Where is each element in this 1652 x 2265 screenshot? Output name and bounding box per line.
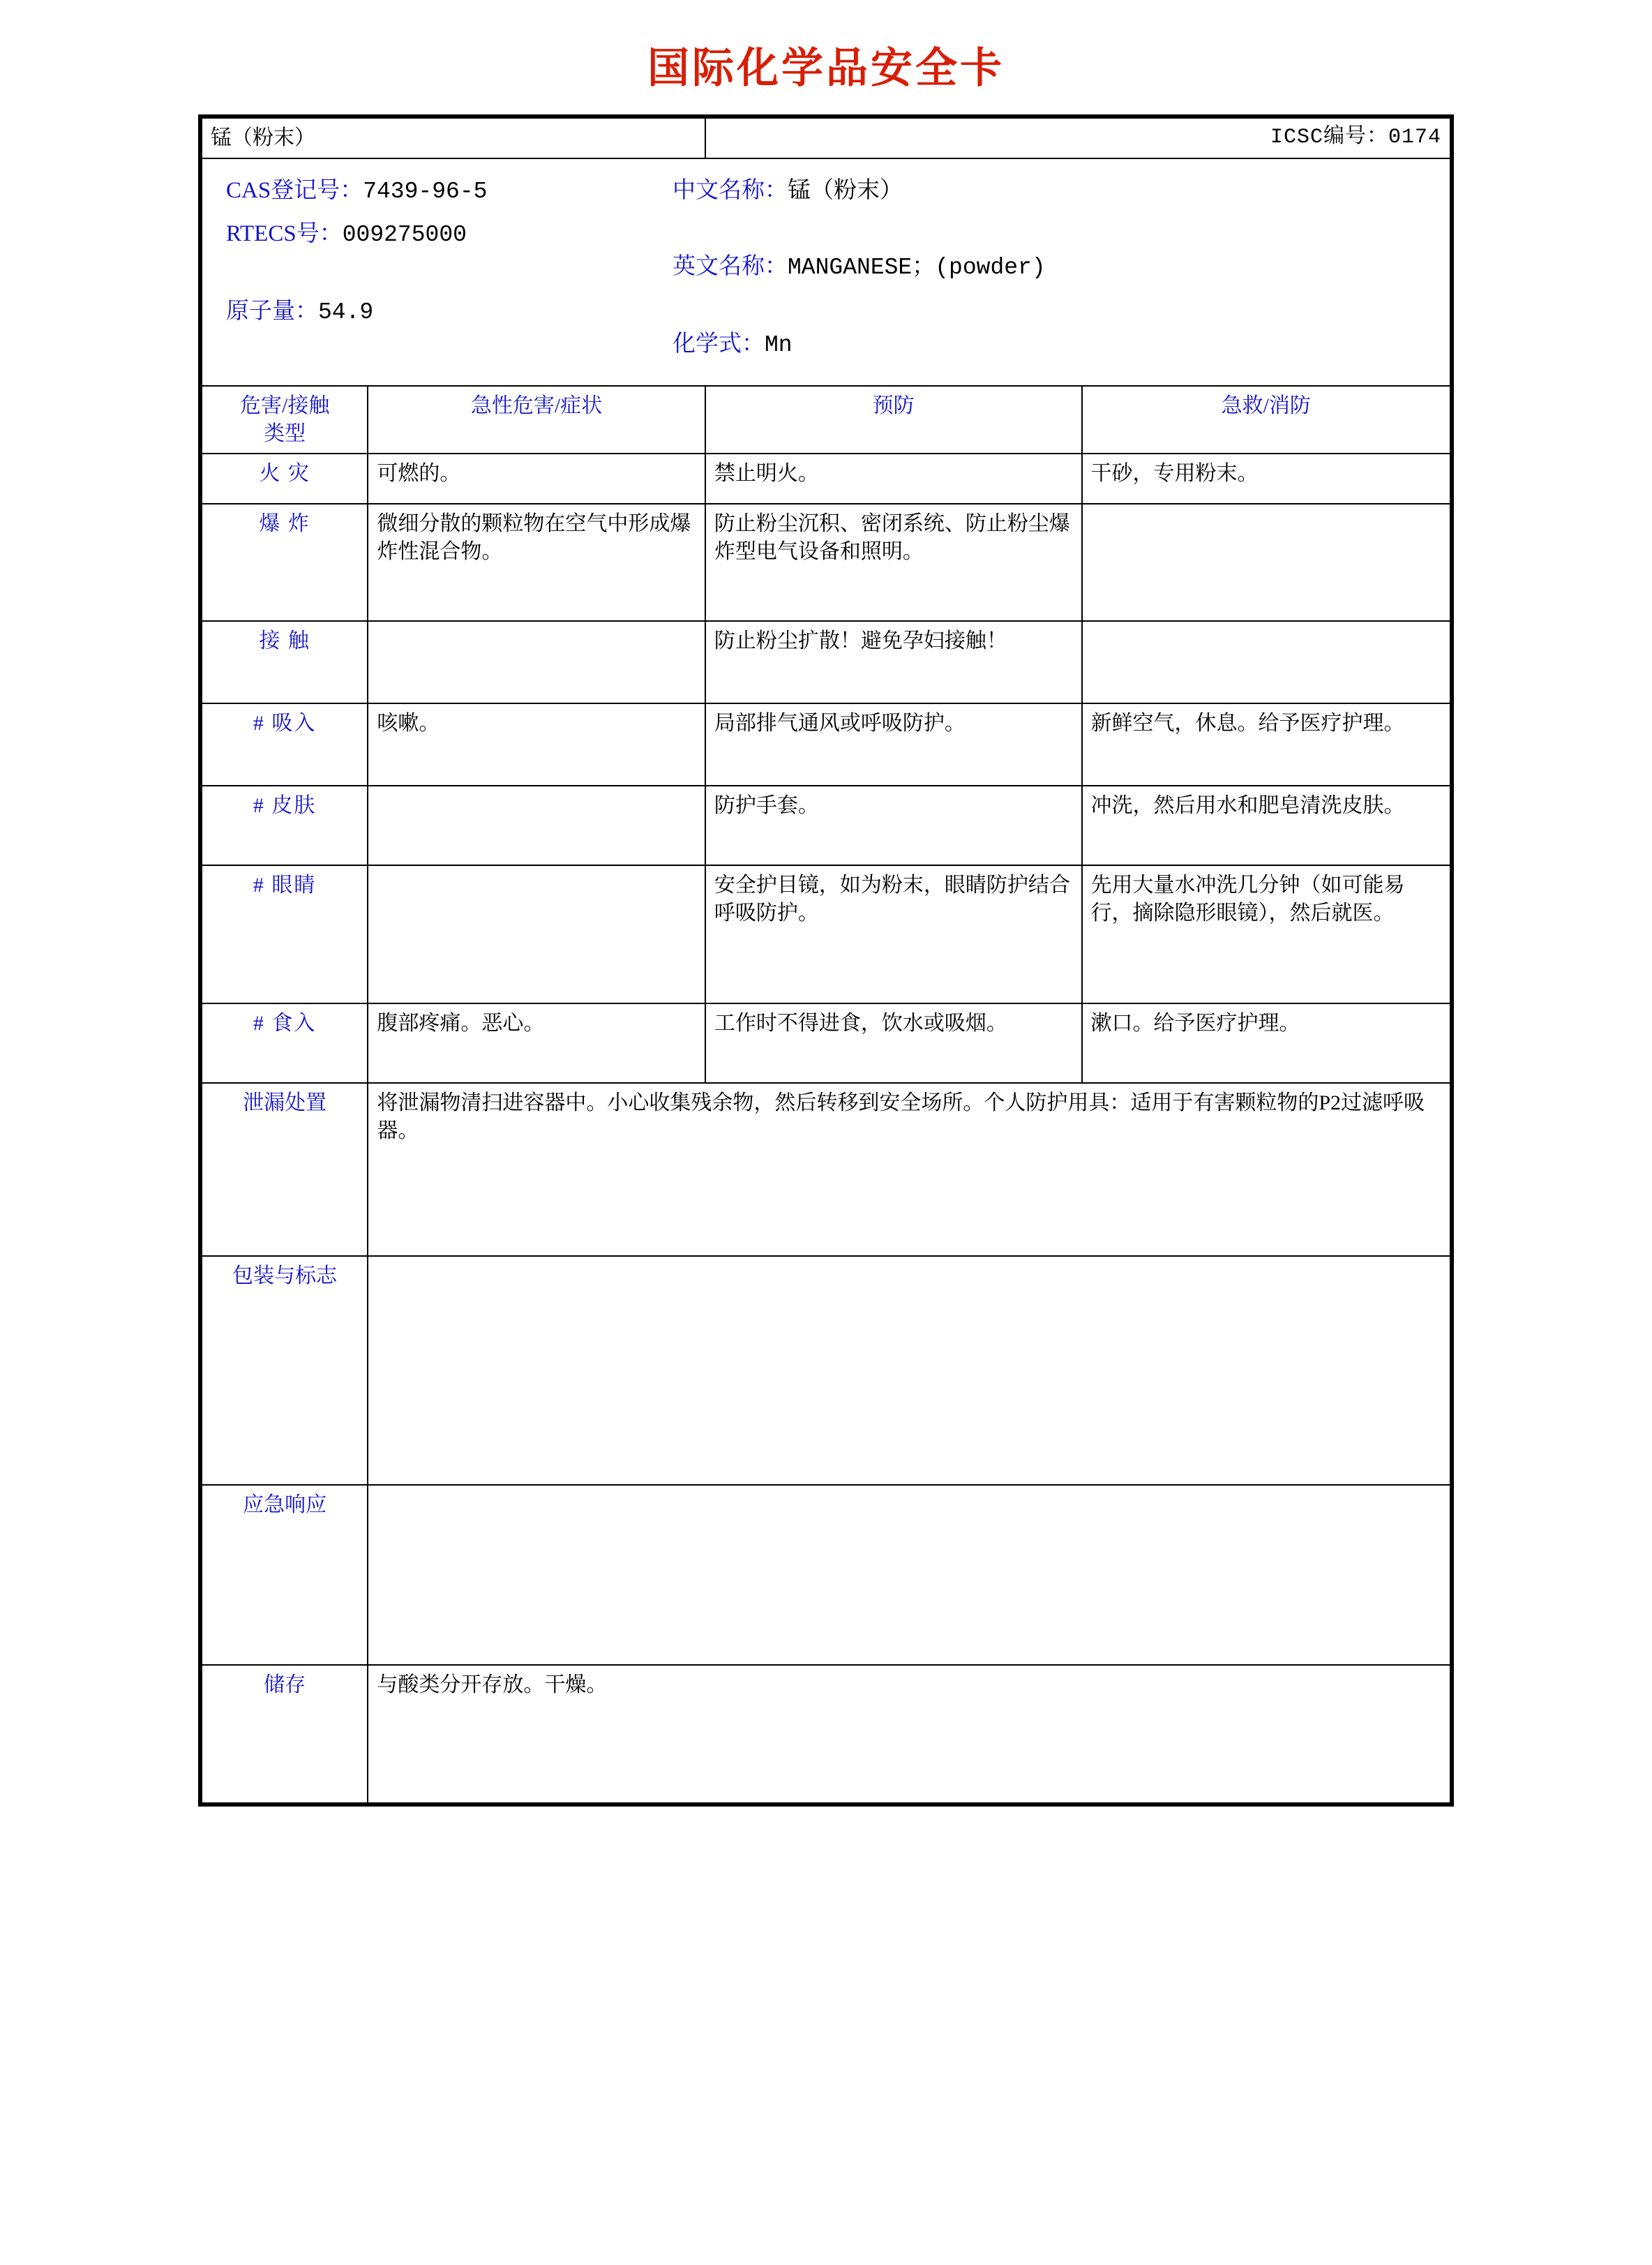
section-label-spillage: 泄漏处置: [202, 1083, 368, 1256]
column-header-type: [202, 386, 368, 454]
cell-explosion-symptoms: 微细分散的颗粒物在空气中形成爆炸性混合物。: [368, 504, 705, 621]
formula-label: 化学式：: [673, 331, 765, 357]
card-header-row: [202, 118, 1450, 158]
row-label-explosion: 爆 炸: [202, 504, 368, 621]
cell-exposure-firstaid: [1082, 621, 1450, 703]
cell-skin-firstaid: 冲洗，然后用水和肥皂清洗皮肤。: [1082, 786, 1450, 865]
cell-ingestion-symptoms: 腹部疼痛。恶心。: [368, 1003, 705, 1083]
table-row: [202, 1003, 1450, 1083]
formula-value: Mn: [765, 331, 793, 358]
column-header-type-line1: 危害/接触: [240, 394, 330, 418]
column-header-type-line2: 类型: [264, 421, 306, 445]
table-row: [202, 786, 1450, 865]
cn-name-line: [673, 176, 1426, 207]
row-label-eyes: # 眼睛: [202, 865, 368, 1003]
section-label-storage: 储存: [202, 1665, 368, 1803]
icsc-card: [198, 114, 1454, 1807]
table-row: [202, 703, 1450, 786]
rtecs-label: RTECS号：: [226, 221, 343, 247]
icsc-table: [201, 117, 1451, 1804]
cell-eyes-prevention: 安全护目镜，如为粉末，眼睛防护结合呼吸防护。: [705, 865, 1082, 1003]
table-row: [202, 454, 1450, 504]
rtecs-line: [226, 219, 673, 251]
en-name-label: 英文名称：: [673, 254, 788, 280]
cas-label: CAS登记号：: [226, 177, 363, 203]
cas-line: [226, 176, 673, 207]
identification-cell: [202, 158, 1450, 387]
cn-name-label: 中文名称：: [673, 177, 788, 203]
section-label-emergency: 应急响应: [202, 1485, 368, 1665]
cell-ingestion-prevention: 工作时不得进食，饮水或吸烟。: [705, 1003, 1082, 1083]
cell-fire-symptoms: 可燃的。: [368, 454, 705, 504]
row-label-fire: 火 灾: [202, 454, 368, 504]
substance-name: 锰（粉末）: [202, 118, 705, 158]
icsc-label: ICSC编号：: [1270, 126, 1388, 149]
atomic-weight-line: [226, 297, 673, 328]
page-title: 国际化学品安全卡: [647, 45, 1005, 91]
column-header-symptoms: 急性危害/症状: [368, 386, 705, 454]
section-row: [202, 1485, 1450, 1665]
section-content-emergency: [368, 1485, 1450, 1665]
table-row: [202, 504, 1450, 621]
column-header-firstaid: 急救/消防: [1082, 386, 1450, 454]
cas-value: 7439-96-5: [363, 178, 488, 204]
identification-right: [673, 176, 1426, 373]
formula-line: [673, 329, 1426, 361]
section-label-packaging: 包装与标志: [202, 1256, 368, 1485]
cell-eyes-firstaid: 先用大量水冲洗几分钟（如可能易行，摘除隐形眼镜），然后就医。: [1082, 865, 1450, 1003]
identification-row: [202, 158, 1450, 387]
cell-inhalation-prevention: 局部排气通风或呼吸防护。: [705, 703, 1082, 786]
table-row: [202, 865, 1450, 1003]
icsc-number-cell: [705, 118, 1450, 158]
cell-skin-prevention: 防护手套。: [705, 786, 1082, 865]
column-header-prevention: 预防: [705, 386, 1082, 454]
icsc-number: 0174: [1388, 126, 1441, 149]
section-row: [202, 1083, 1450, 1256]
section-row: [202, 1256, 1450, 1485]
section-row: [202, 1665, 1450, 1803]
cell-inhalation-firstaid: 新鲜空气，休息。给予医疗护理。: [1082, 703, 1450, 786]
section-content-packaging: [368, 1256, 1450, 1485]
row-label-skin: # 皮肤: [202, 786, 368, 865]
identification-left: [226, 176, 673, 373]
rtecs-value: 009275000: [342, 222, 467, 248]
row-label-inhalation: # 吸入: [202, 703, 368, 786]
cell-fire-firstaid: 干砂，专用粉末。: [1082, 454, 1450, 504]
hazard-table-header: [202, 386, 1450, 454]
cell-explosion-prevention: 防止粉尘沉积、密闭系统、防止粉尘爆炸型电气设备和照明。: [705, 504, 1082, 621]
row-label-ingestion: # 食入: [202, 1003, 368, 1083]
cell-exposure-symptoms: [368, 621, 705, 703]
cell-exposure-prevention: 防止粉尘扩散！避免孕妇接触！: [705, 621, 1082, 703]
page: [0, 35, 1652, 2265]
cell-explosion-firstaid: [1082, 504, 1450, 621]
cell-ingestion-firstaid: 漱口。给予医疗护理。: [1082, 1003, 1450, 1083]
cell-inhalation-symptoms: 咳嗽。: [368, 703, 705, 786]
cell-fire-prevention: 禁止明火。: [705, 454, 1082, 504]
section-content-spillage: 将泄漏物清扫进容器中。小心收集残余物，然后转移到安全场所。个人防护用具：适用于有害颗粒物的P2过滤呼吸器。: [368, 1083, 1450, 1256]
section-content-storage: 与酸类分开存放。干燥。: [368, 1665, 1450, 1803]
atomic-weight-label: 原子量：: [226, 298, 318, 324]
en-name-line: [673, 252, 1426, 283]
cell-skin-symptoms: [368, 786, 705, 865]
en-name-value: MANGANESE；(powder): [788, 255, 1046, 281]
row-label-exposure: 接 触: [202, 621, 368, 703]
cell-eyes-symptoms: [368, 865, 705, 1003]
table-row: [202, 621, 1450, 703]
cn-name-value: 锰（粉末）: [788, 177, 903, 203]
atomic-weight-value: 54.9: [318, 299, 374, 325]
